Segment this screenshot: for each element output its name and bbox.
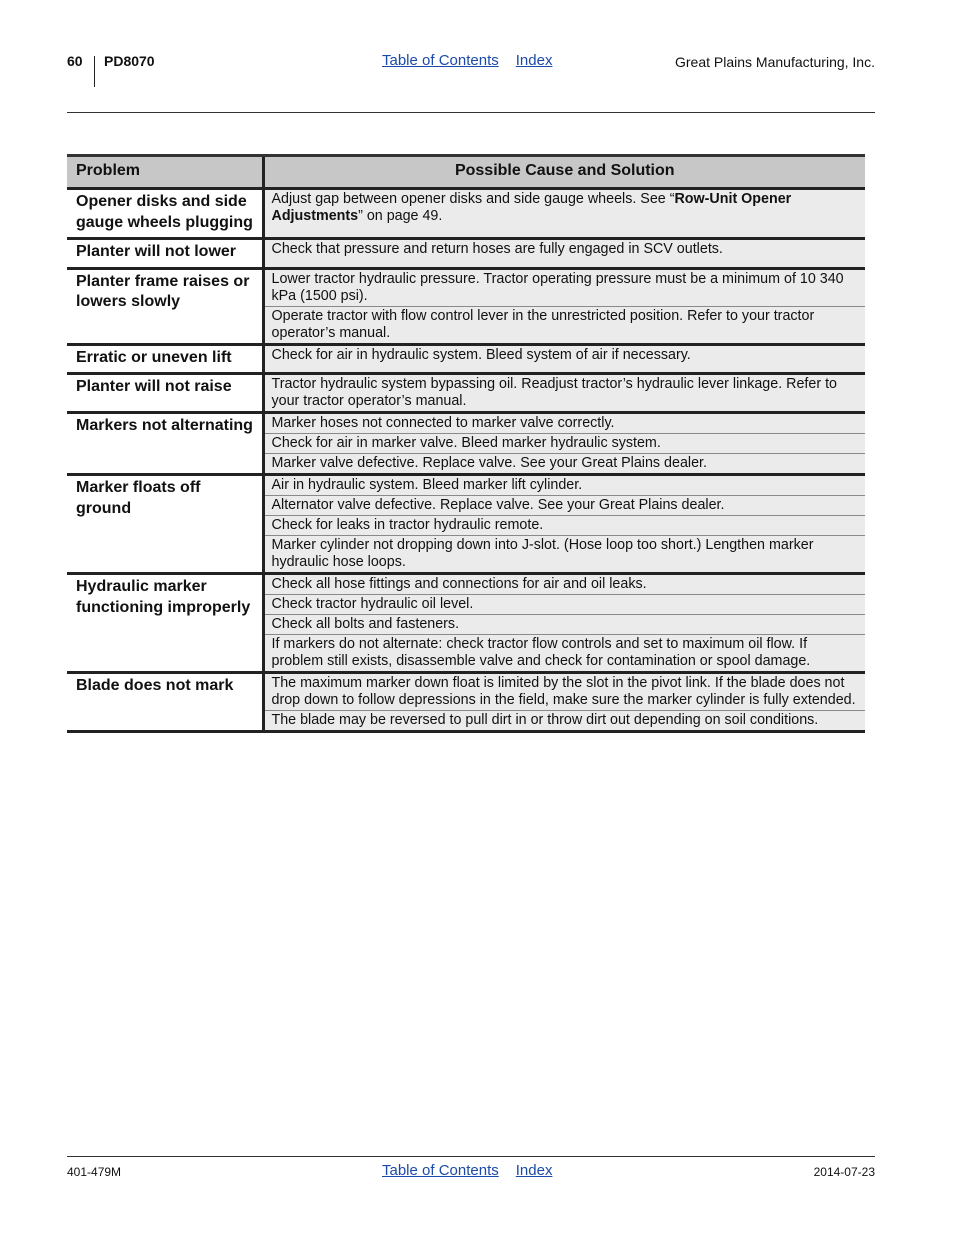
table-row	[67, 673, 865, 711]
header-toc-link[interactable]: Table of Contents	[382, 52, 499, 69]
header-links	[382, 52, 552, 69]
solution-cell: Alternator valve defective. Replace valve. See your Great Plains dealer.	[263, 496, 865, 516]
table-row	[67, 268, 865, 306]
solution-cell: Lower tractor hydraulic pressure. Tractor operating pressure must be a minimum of 10 340 kPa (1500 psi).	[263, 268, 865, 306]
solution-cell: Check for leaks in tractor hydraulic remote.	[263, 516, 865, 536]
problem-cell: Marker floats off ground	[67, 475, 263, 574]
problem-column-header: Problem	[67, 156, 263, 189]
table-row	[67, 189, 865, 239]
table-row	[67, 374, 865, 413]
footer-toc-link[interactable]: Table of Contents	[382, 1162, 499, 1179]
section-reference: Row-Unit Opener Adjustments	[271, 191, 792, 224]
solution-cell: If markers do not alternate: check tractor flow controls and set to maximum oil flow. If problem still exists, disassemble valve and check for contamination or spool damage.	[263, 635, 865, 673]
problem-cell: Planter will not lower	[67, 239, 263, 269]
document-date: 2014-07-23	[813, 1165, 875, 1179]
table-row	[67, 239, 865, 269]
solution-cell: Air in hydraulic system. Bleed marker lift cylinder.	[263, 475, 865, 496]
solution-cell: Operate tractor with flow control lever in the unrestricted position. Refer to your tractor operator’s manual.	[263, 306, 865, 344]
solution-cell: Tractor hydraulic system bypassing oil. Readjust tractor’s hydraulic lever linkage. Refer to your tractor operator’s manual.	[263, 374, 865, 413]
solution-cell: Check tractor hydraulic oil level.	[263, 595, 865, 615]
problem-cell: Markers not alternating	[67, 413, 263, 475]
company-name: Great Plains Manufacturing, Inc.	[675, 54, 875, 70]
footer-index-link[interactable]: Index	[515, 1162, 553, 1179]
header-index-link[interactable]: Index	[515, 52, 553, 69]
page-footer	[0, 1162, 954, 1192]
solution-cell: Check that pressure and return hoses are fully engaged in SCV outlets.	[263, 239, 865, 269]
solution-cell: Marker hoses not connected to marker valve correctly.	[263, 413, 865, 434]
header-divider	[94, 56, 95, 87]
document-code: 401-479M	[67, 1165, 122, 1179]
problem-cell: Opener disks and side gauge wheels plugging	[67, 189, 263, 239]
footer-links	[382, 1162, 552, 1179]
table-row	[67, 475, 865, 496]
model-name: PD8070	[104, 53, 155, 69]
table-header-row	[67, 156, 865, 189]
solution-cell: Marker cylinder not dropping down into J-slot. (Hose loop too short.) Lengthen marker hydraulic hose loops.	[263, 536, 865, 574]
page-header	[0, 52, 954, 92]
solution-text: ” on page 49.	[358, 208, 443, 224]
problem-cell: Hydraulic marker functioning improperly	[67, 574, 263, 673]
problem-cell: Blade does not mark	[67, 673, 263, 732]
solution-cell: The maximum marker down float is limited by the slot in the pivot link. If the blade does not drop down to follow depressions in the field, make sure the marker cylinder is fully extended.	[263, 673, 865, 711]
footer-rule	[67, 1156, 875, 1157]
table-row	[67, 344, 865, 374]
page-number: 60	[67, 53, 83, 69]
table-body	[67, 189, 865, 732]
problem-cell: Planter frame raises or lowers slowly	[67, 268, 263, 344]
solution-cell: Marker valve defective. Replace valve. See your Great Plains dealer.	[263, 454, 865, 475]
solution-cell: Check all bolts and fasteners.	[263, 615, 865, 635]
solution-text: Adjust gap between opener disks and side gauge wheels. See “	[271, 191, 675, 207]
solution-cell	[263, 189, 865, 239]
header-rule	[67, 112, 875, 113]
solution-column-header: Possible Cause and Solution	[263, 156, 865, 189]
solution-cell: Check all hose fittings and connections for air and oil leaks.	[263, 574, 865, 595]
problem-cell: Erratic or uneven lift	[67, 344, 263, 374]
table-row	[67, 413, 865, 434]
problem-cell: Planter will not raise	[67, 374, 263, 413]
solution-cell: The blade may be reversed to pull dirt in or throw dirt out depending on soil conditions.	[263, 711, 865, 732]
troubleshooting-table	[67, 154, 865, 733]
solution-cell: Check for air in marker valve. Bleed marker hydraulic system.	[263, 434, 865, 454]
table-row	[67, 574, 865, 595]
solution-cell: Check for air in hydraulic system. Bleed system of air if necessary.	[263, 344, 865, 374]
